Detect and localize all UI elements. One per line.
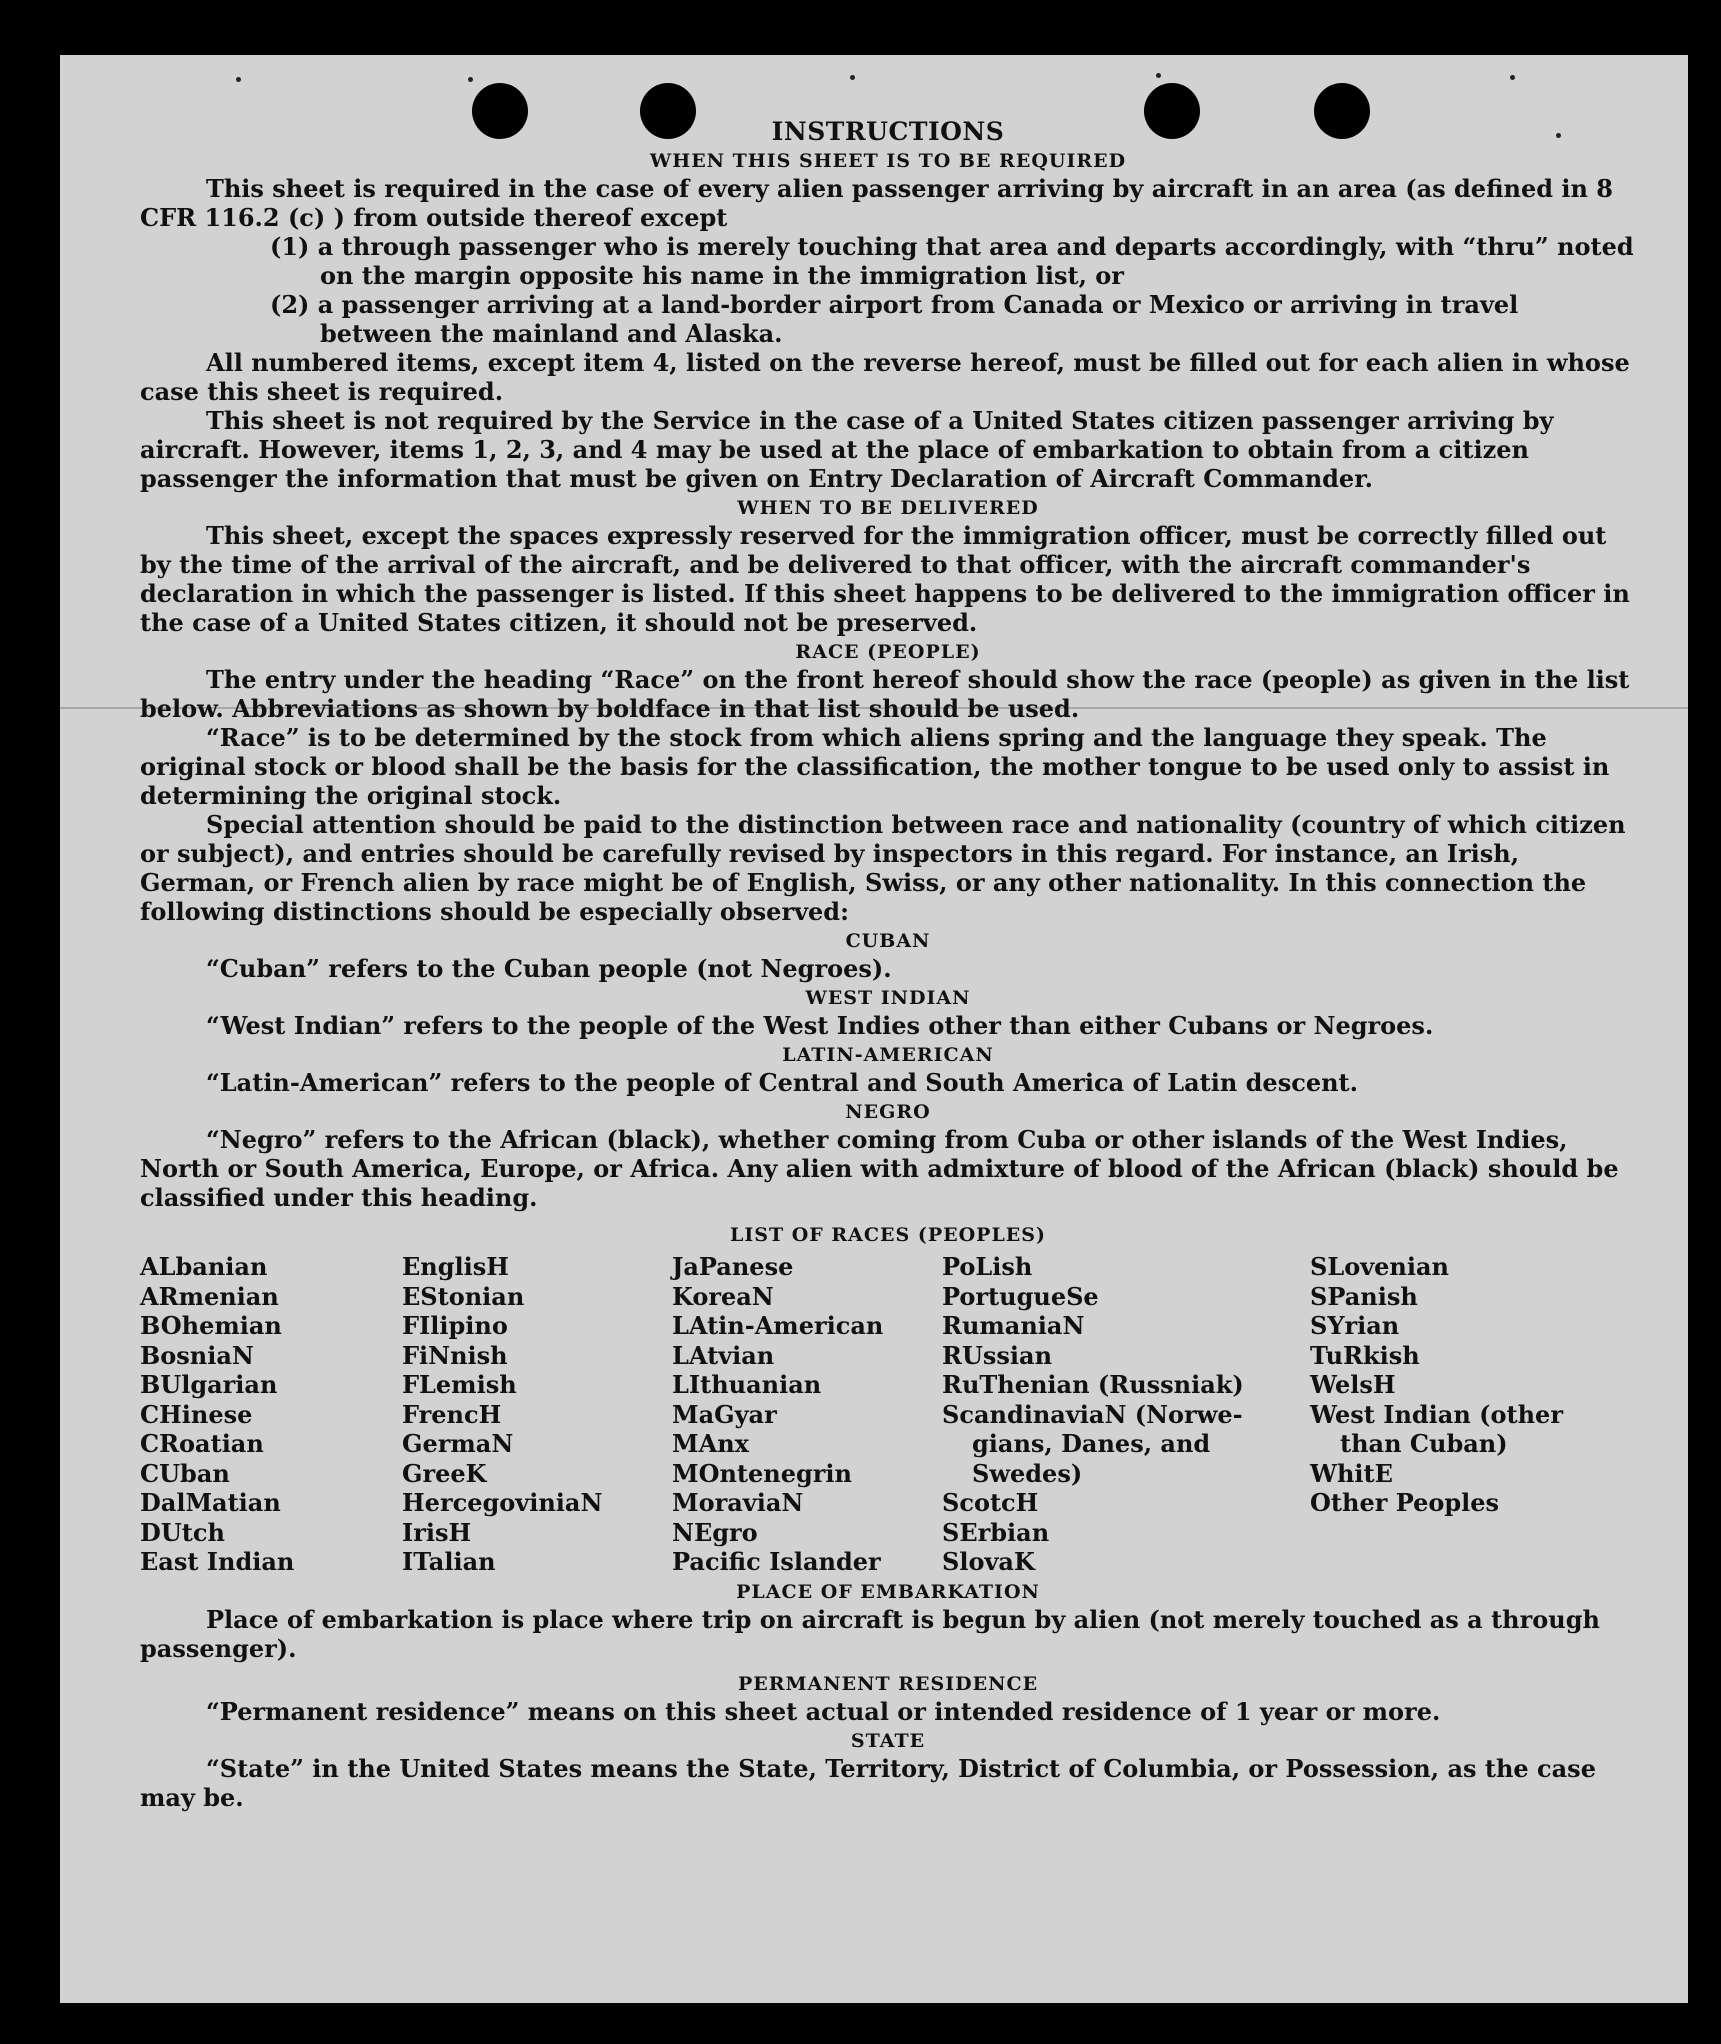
section-heading: LIST OF RACES (PEOPLES) xyxy=(730,1224,1046,1246)
race-item: ALbanian xyxy=(140,1252,268,1281)
race-item: RumaniaN xyxy=(942,1311,1085,1340)
race-item: BUlgarian xyxy=(140,1370,278,1399)
race-item: CHinese xyxy=(140,1399,253,1429)
paragraph: “West Indian” refers to the people of the West Indies other than either Cubans or Negroes. xyxy=(206,1011,1434,1040)
race-item: FIlipino xyxy=(402,1311,508,1340)
race-item: RUssian xyxy=(942,1340,1053,1370)
paragraph: “State” in the United States means the State, Territory, District of Columbia, or Possession, as the case may be. xyxy=(140,1753,1596,1812)
section-heading: NEGRO xyxy=(845,1101,931,1123)
race-item: ITalian xyxy=(402,1547,496,1576)
race-item: WelsH xyxy=(1310,1370,1396,1399)
race-item: CRoatian xyxy=(140,1429,264,1458)
race-item: ARmenian xyxy=(140,1281,279,1311)
race-item: EStonian xyxy=(402,1281,525,1311)
speck xyxy=(236,77,241,82)
race-item: Swedes) xyxy=(972,1458,1083,1488)
paragraph: This sheet is not required by the Service in the case of a United States citizen passenger arriving by aircraft. However, items 1, 2, 3, and 4 may be used at the place of embarkation to obtain from a citizen passenger the information that must be given on Entry Declaration of Aircraft Commander. xyxy=(140,406,1554,493)
section-heading: RACE (PEOPLE) xyxy=(795,641,981,663)
race-item: JaPanese xyxy=(672,1252,794,1281)
section-heading: CUBAN xyxy=(845,930,931,952)
race-item: FLemish xyxy=(402,1370,517,1399)
race-item: KoreaN xyxy=(672,1281,774,1311)
race-item: ScandinaviaN (Norwe- xyxy=(942,1399,1243,1429)
race-item: DUtch xyxy=(140,1517,225,1547)
speck xyxy=(1510,75,1515,80)
race-column xyxy=(942,1252,1310,1577)
race-item: MOntenegrin xyxy=(672,1458,852,1488)
section-heading: PERMANENT RESIDENCE xyxy=(737,1672,1039,1695)
race-item: LIthuanian xyxy=(672,1370,822,1399)
race-item: MaGyar xyxy=(672,1399,777,1429)
race-item: ScotcH xyxy=(942,1488,1039,1517)
paragraph: This sheet, except the spaces expressly reserved for the immigration officer, must be correctly filled out by the time of the arrival of the aircraft, and be delivered to that officer, with the aircraft commander's declaration in which the passenger is listed. If this sheet happens to be delivered to the immigration officer in the case of a United States citizen, it should not be preserved. xyxy=(140,521,1630,637)
race-item: West Indian (other xyxy=(1310,1399,1563,1429)
race-item: LAtin-American xyxy=(672,1311,884,1340)
paragraph: The entry under the heading “Race” on the front hereof should show the race (people) as given in the list below. Abbreviations as shown by boldface in that list should be used. xyxy=(140,665,1630,723)
race-item: DalMatian xyxy=(140,1488,281,1517)
race-item: SYrian xyxy=(1310,1311,1400,1340)
race-item: LAtvian xyxy=(672,1340,775,1370)
race-item: TuRkish xyxy=(1310,1340,1420,1370)
paragraph: Special attention should be paid to the distinction between race and nationality (country of which citizen or subject), and entries should be carefully revised by inspectors in this regard. For instance, an Irish, German, or French alien by race might be of English, Swiss, or any other nationality. In this connection the following distinctions should be especially observed: xyxy=(140,810,1626,926)
race-item: East Indian xyxy=(140,1547,295,1576)
race-item: FrencH xyxy=(402,1399,502,1429)
race-item: WhitE xyxy=(1310,1458,1393,1488)
race-item: MAnx xyxy=(672,1429,749,1458)
race-item: SPanish xyxy=(1310,1281,1418,1311)
section-heading: WHEN TO BE DELIVERED xyxy=(737,497,1039,519)
paragraph: “Race” is to be determined by the stock from which aliens spring and the language they speak. The original stock or blood shall be the basis for the classification, the mother tongue to be used only to assist in determining the original stock. xyxy=(140,723,1610,810)
race-item: GreeK xyxy=(402,1458,487,1488)
paragraph: “Permanent residence” means on this sheet actual or intended residence of 1 year or more. xyxy=(206,1696,1441,1726)
race-item: IrisH xyxy=(402,1517,472,1547)
race-item: NEgro xyxy=(672,1517,758,1547)
section-heading: STATE xyxy=(850,1729,926,1752)
race-item: GermaN xyxy=(402,1429,514,1458)
section-heading: WHEN THIS SHEET IS TO BE REQUIRED xyxy=(649,150,1127,172)
page-title: INSTRUCTIONS xyxy=(771,117,1005,146)
race-item: RuThenian (Russniak) xyxy=(942,1370,1244,1399)
section-heading: WEST INDIAN xyxy=(805,987,971,1009)
race-item: FiNnish xyxy=(402,1340,508,1370)
speck xyxy=(850,75,855,80)
race-item: Pacific Islander xyxy=(672,1547,881,1576)
instructions-content xyxy=(140,117,1636,1812)
paragraph: “Cuban” refers to the Cuban people (not Negroes). xyxy=(206,954,892,983)
race-item: BOhemian xyxy=(140,1311,282,1340)
list-item: (1) a through passenger who is merely touching that area and departs accordingly, with “thru” noted on the margin opposite his name in the immigration list, or xyxy=(270,232,1634,290)
section-heading: LATIN-AMERICAN xyxy=(782,1044,994,1066)
race-column xyxy=(402,1252,672,1577)
paragraph: All numbered items, except item 4, listed on the reverse hereof, must be filled out for each alien in whose case this sheet is required. xyxy=(140,348,1630,406)
race-list xyxy=(140,1252,1636,1577)
race-column xyxy=(1310,1252,1610,1577)
speck xyxy=(468,77,473,82)
race-item: EnglisH xyxy=(402,1252,509,1281)
paragraph: “Negro” refers to the African (black), whether coming from Cuba or other islands of the West Indies, North or South America, Europe, or Africa. Any alien with admixture of blood of the African (black) should be classified under this heading. xyxy=(140,1125,1619,1212)
list-item: (2) a passenger arriving at a land-border airport from Canada or Mexico or arriving in travel between the mainland and Alaska. xyxy=(270,290,1519,348)
paragraph: This sheet is required in the case of every alien passenger arriving by aircraft in an area (as defined in 8 CFR 116.2 (c) ) from outside thereof except xyxy=(140,174,1613,232)
race-column xyxy=(140,1252,402,1577)
race-item: SLovenian xyxy=(1310,1252,1449,1281)
section-heading: PLACE OF EMBARKATION xyxy=(736,1580,1040,1603)
race-item: Other Peoples xyxy=(1310,1488,1500,1517)
race-item: PortugueSe xyxy=(942,1281,1099,1311)
document-sheet xyxy=(60,55,1688,2003)
speck xyxy=(1156,73,1161,78)
race-item: CUban xyxy=(140,1458,230,1488)
race-item: PoLish xyxy=(942,1252,1033,1281)
race-item: SlovaK xyxy=(942,1547,1035,1576)
race-item: HercegovinіaN xyxy=(402,1488,603,1517)
paragraph: Place of embarkation is place where trip on aircraft is begun by alien (not merely touched as a through passenger). xyxy=(140,1604,1600,1663)
race-item: SErbian xyxy=(942,1517,1050,1547)
race-item: than Cuban) xyxy=(1340,1429,1508,1458)
paragraph: “Latin-American” refers to the people of Central and South America of Latin descent. xyxy=(206,1068,1358,1097)
race-column xyxy=(672,1252,942,1577)
race-item: gians, Danes, and xyxy=(972,1429,1211,1458)
race-item: MoraviaN xyxy=(672,1488,804,1517)
race-item: BosniaN xyxy=(140,1340,254,1370)
